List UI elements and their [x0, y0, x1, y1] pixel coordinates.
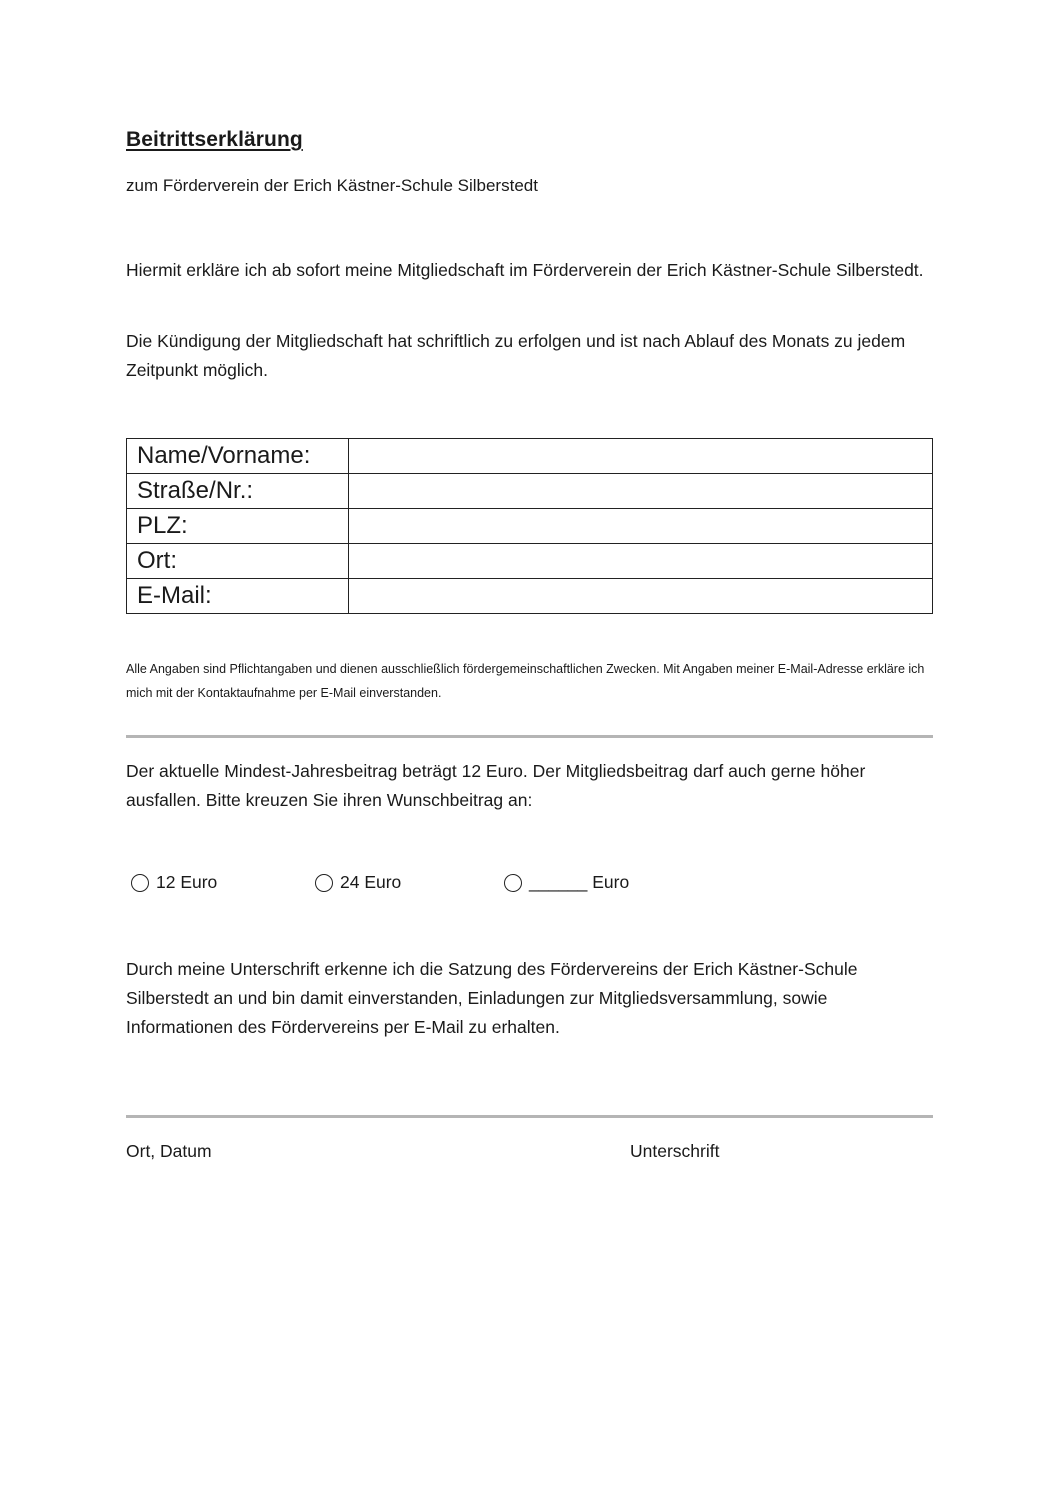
cancellation-terms-text: Die Kündigung der Mitgliedschaft hat schriftlich zu erfolgen und ist nach Ablauf des Monats zu jedem Zeitpunkt möglich. — [126, 331, 906, 380]
contribution-text: Der aktuelle Mindest-Jahresbeitrag beträgt 12 Euro. Der Mitgliedsbeitrag darf auch gerne höher ausfallen. Bitte kreuzen Sie ihren Wunschbeitrag an: — [126, 761, 866, 810]
place-date-label: Ort, Datum — [126, 1141, 212, 1161]
section-divider — [126, 735, 933, 738]
consent-text: Durch meine Unterschrift erkenne ich die Satzung des Fördervereins der Erich Kästner-Schule Silberstedt an und bin damit einverstanden, Einladungen zur Mitgliedsversammlung, sowie Informationen des Fördervereins per E-Mail zu erhalten. — [126, 959, 858, 1037]
street-label: Straße/Nr.: — [127, 474, 349, 509]
radio-circle-icon[interactable] — [504, 874, 522, 892]
member-data-table — [126, 438, 933, 614]
table-row — [127, 474, 933, 509]
zip-field[interactable] — [349, 509, 933, 544]
option-12-euro[interactable] — [131, 872, 217, 893]
email-field[interactable] — [349, 579, 933, 614]
option-label: ______ Euro — [529, 872, 630, 892]
table-row — [127, 579, 933, 614]
membership-declaration-text: Hiermit erkläre ich ab sofort meine Mitgliedschaft im Förderverein der Erich Kästner-Schule Silberstedt. — [126, 260, 924, 280]
data-privacy-note: Alle Angaben sind Pflichtangaben und dienen ausschließlich fördergemeinschaftlichen Zwecken. Mit Angaben meiner E-Mail-Adresse erkläre ich mich mit der Kontaktaufnahme per E-Mail einverstanden. — [126, 662, 925, 700]
page-subtitle: zum Förderverein der Erich Kästner-Schule Silberstedt — [126, 176, 538, 195]
signature-line — [126, 1115, 933, 1118]
email-label: E-Mail: — [127, 579, 349, 614]
table-row — [127, 509, 933, 544]
city-field[interactable] — [349, 544, 933, 579]
signature-label: Unterschrift — [630, 1141, 720, 1161]
table-row — [127, 544, 933, 579]
name-field[interactable] — [349, 439, 933, 474]
city-label: Ort: — [127, 544, 349, 579]
option-label: 24 Euro — [340, 872, 402, 892]
option-label: 12 Euro — [156, 872, 218, 892]
option-custom-euro[interactable] — [504, 872, 629, 893]
page-title: Beitrittserklärung — [126, 128, 303, 151]
radio-circle-icon[interactable] — [131, 874, 149, 892]
option-24-euro[interactable] — [315, 872, 401, 893]
table-row — [127, 439, 933, 474]
zip-label: PLZ: — [127, 509, 349, 544]
street-field[interactable] — [349, 474, 933, 509]
radio-circle-icon[interactable] — [315, 874, 333, 892]
name-label: Name/Vorname: — [127, 439, 349, 474]
contribution-options — [0, 872, 1058, 902]
